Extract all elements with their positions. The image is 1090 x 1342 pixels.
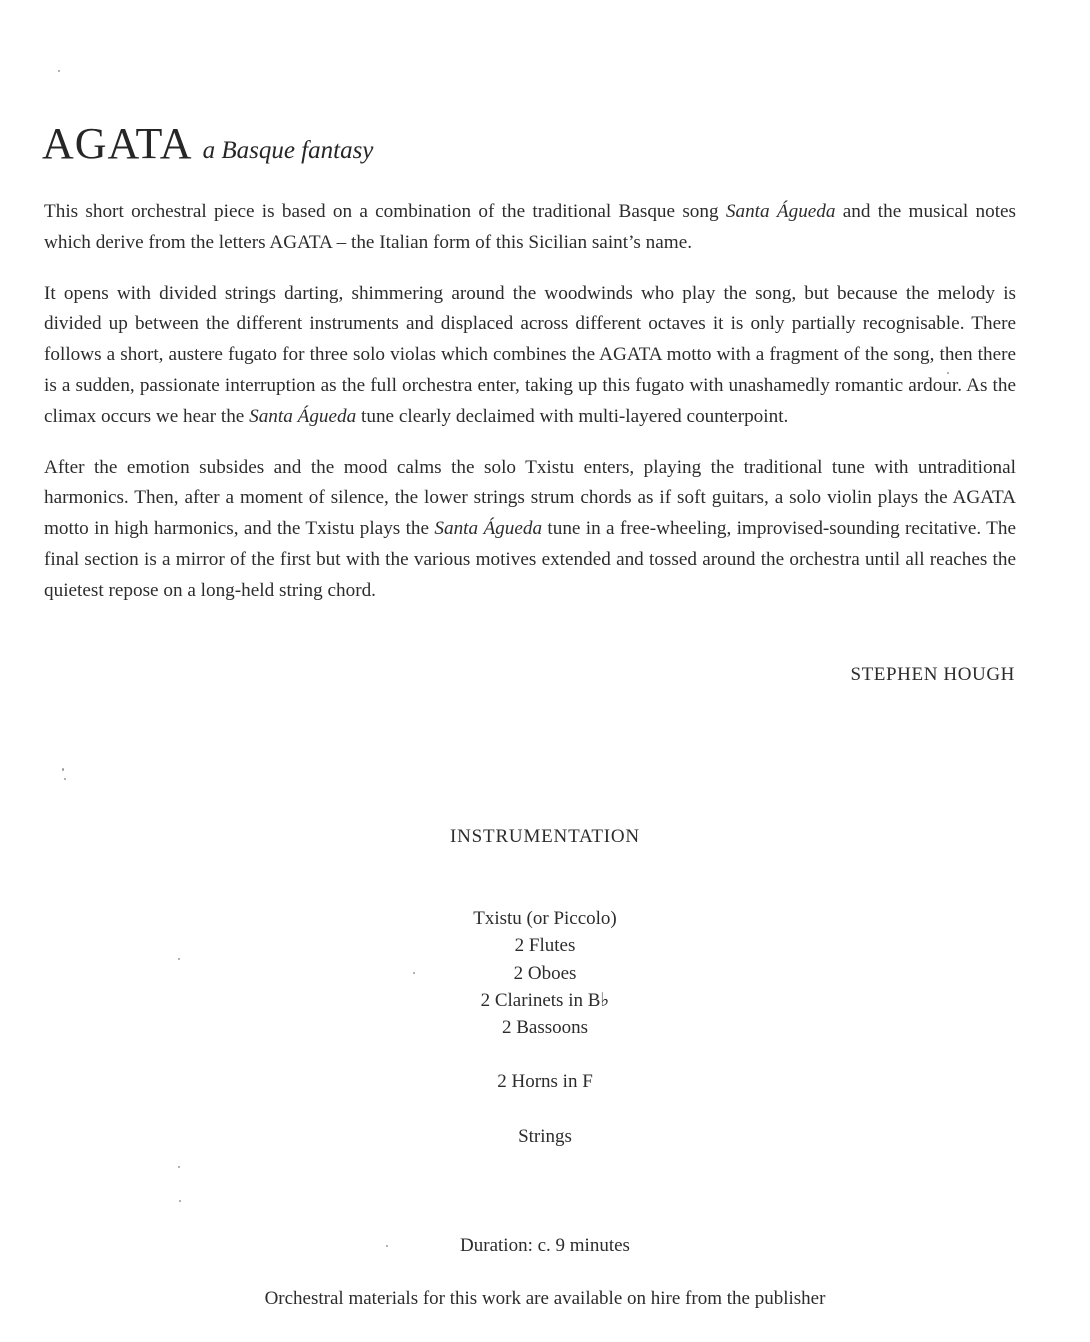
instrument-line: 2 Flutes — [514, 935, 576, 957]
scan-speck — [413, 972, 415, 974]
work-subtitle: a Basque fantasy — [202, 137, 374, 164]
song-title: Santa Águeda — [725, 201, 836, 222]
title-block — [42, 118, 373, 169]
instrument-line: 2 Bassoons — [501, 1017, 589, 1039]
scan-speck — [64, 778, 66, 780]
program-note-paragraph-1: This short orchestral piece is based on a combination of the traditional Basque song Santa Águeda and the musical notes which derive from the letters AGATA – the Italian form of this Sicilian saint’s name. — [44, 201, 1017, 253]
scan-speck — [58, 70, 60, 72]
scan-speck — [947, 372, 949, 374]
instrument-line: Strings — [518, 1125, 572, 1147]
author-signature: STEPHEN HOUGH — [850, 664, 1015, 685]
scan-speck — [178, 958, 180, 960]
section-gap — [0, 1096, 1090, 1123]
instrument-line: 2 Oboes — [513, 962, 577, 984]
hire-note: Orchestral materials for this work are available on hire from the publisher — [264, 1288, 826, 1309]
scan-speck — [178, 1166, 180, 1168]
scan-speck — [386, 1245, 388, 1247]
scan-speck — [179, 1200, 181, 1202]
scan-speck — [62, 768, 64, 771]
program-note — [44, 197, 1016, 627]
instrumentation-heading: INSTRUMENTATION — [450, 826, 640, 847]
instrument-line: 2 Clarinets in B♭ — [480, 989, 610, 1011]
instrument-line: Txistu (or Piccolo) — [473, 908, 617, 929]
instrumentation-list — [0, 905, 1090, 1150]
program-note-paragraph-2: It opens with divided strings darting, shimmering around the woodwinds who play the song, but because the melody is divided up between the different instruments and displaced across different octaves it is only partially recognisable. There follows a short, austere fugato for three solo violas which combines the AGATA motto with a fragment of the song, then there is a sudden, passionate interruption as the full orchestra enter, taking up this fugato with unashamedly romantic ardour. As the climax occurs we hear the Santa Águeda tune clearly declaimed with multi-layered counterpoint. — [44, 282, 1016, 427]
song-title: Santa Águeda — [249, 405, 357, 427]
section-gap — [0, 1041, 1090, 1068]
program-note-paragraph-3: After the emotion subsides and the mood calms the solo Txistu enters, playing the traditional tune with untraditional harmonics. Then, after a moment of silence, the lower strings strum chords as if soft guitars, a solo violin plays the AGATA motto in high harmonics, and the Txistu plays the Santa Águeda tune in a free-wheeling, improvised-sounding recitative. The final section is a mirror of the first but with the various motives extended and tossed around the orchestra until all reaches the quietest repose on a long-held string chord. — [44, 456, 1016, 601]
duration-note: Duration: c. 9 minutes — [460, 1235, 630, 1256]
work-title: AGATA — [42, 119, 193, 168]
song-title: Santa Águeda — [434, 518, 543, 540]
instrument-line: 2 Horns in F — [497, 1071, 593, 1093]
